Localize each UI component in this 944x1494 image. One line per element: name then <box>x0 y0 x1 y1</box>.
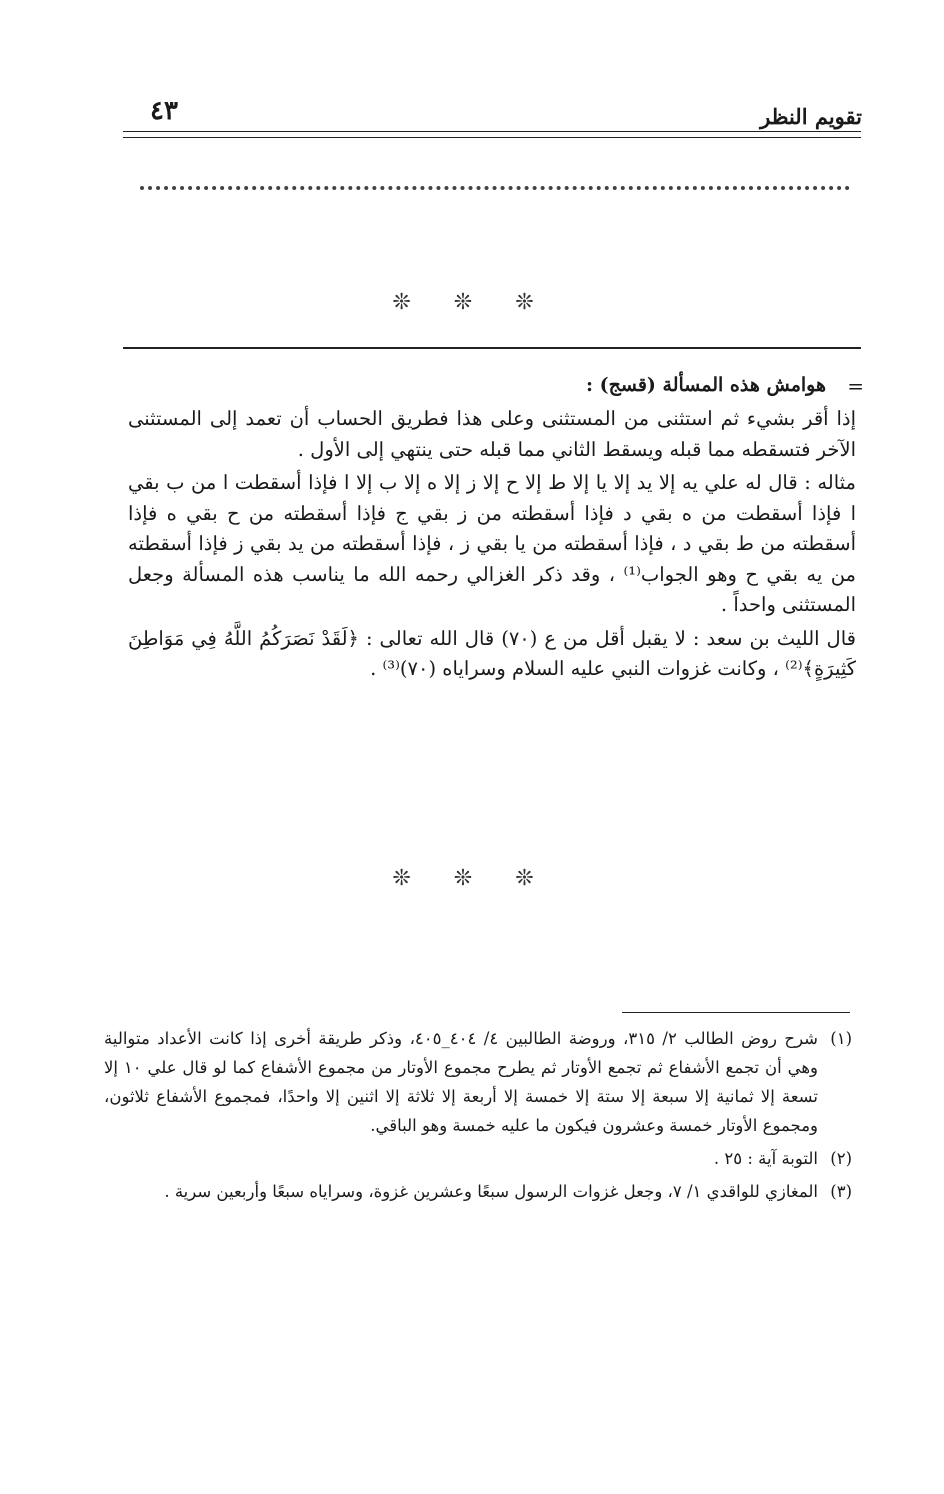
footnote-rule <box>622 1012 850 1013</box>
header-rule-top <box>123 131 861 132</box>
footnote-number: (٣) <box>830 1182 852 1201</box>
footnote-2 <box>104 1144 852 1173</box>
notes-body <box>128 404 856 688</box>
notes-divider <box>123 347 861 349</box>
notes-bullet: = <box>847 374 864 398</box>
footnote-1 <box>104 1024 852 1140</box>
paragraph-1: إذا أقر بشيء ثم استثنى من المستثنى وعلى هذا فطريق الحساب أن تعمد إلى المستثنى الآخر فتسقطه مما قبله ويسقط الثاني مما قبله حتى ينتهي إلى الأول . <box>128 407 856 461</box>
footnotes <box>104 1024 852 1210</box>
footnote-3 <box>104 1177 852 1206</box>
section-separator-bottom: ❊ ❊ ❊ <box>392 866 552 891</box>
paragraph-3: قال الليث بن سعد : لا يقبل أقل من ع (٧٠) قال الله تعالى : ﴿لَقَدْ نَصَرَكُمُ اللَّهُ فِي مَوَاطِنَ كَثِيرَةٍ﴾⁽²⁾ ، وكانت غزوات النبي عليه السلام وسراياه (٧٠)⁽³⁾ . <box>128 626 856 680</box>
header-rule-bottom <box>123 137 861 138</box>
running-header-title: تقويم النظر <box>760 104 862 129</box>
section-separator-top: ❊ ❊ ❊ <box>392 290 552 315</box>
notes-heading: هوامش هذه المسألة (قسج) : <box>586 374 826 396</box>
ellipsis-dots <box>140 186 850 190</box>
footnote-number: (١) <box>830 1029 852 1048</box>
footnote-text: التوبة آية : ٢٥ . <box>713 1149 818 1168</box>
paragraph-2: مثاله : قال له علي يه إلا يد إلا يا إلا ط إلا ح إلا ز إلا ه إلا ب إلا ا فإذا أسقطت ا من ب بقي ا فإذا أسقطت من ه بقي د فإذا أسقطته من ز بقي ج فإذا أسقطته من ح بقي ه فإذا أسقطته من ط بقي د ، فإذا أسقطته من يا بقي ز ، فإذا أسقطته من يد بقي ز فإذا أسقطته من يه بقي ح وهو الجواب⁽¹⁾ ، وقد ذكر الغزالي رحمه الله ما يناسب هذه المسألة وجعل المستثنى واحداً . <box>128 471 857 616</box>
footnote-number: (٢) <box>830 1149 852 1168</box>
page-number: ٤٣ <box>150 96 178 126</box>
footnote-text: شرح روض الطالب ٢/ ٣١٥، وروضة الطالبين ٤/ ٤٠٤_٤٠٥، وذكر طريقة أخرى إذا كانت الأعداد متوالية وهي أن تجمع الأشفاع ثم تجمع الأوتار ثم يطرح مجموع الأوتار من مجموع الأشفاع كما لو قال علي ١٠ إلا تسعة إلا ثمانية إلا سبعة إلا ستة إلا خمسة إلا أربعة إلا ثلاثة إلا اثنين إلا واحدًا، فمجموع الأشفاع ثلاثون، ومجموع الأوتار خمسة وعشرون فيكون ما عليه خمسة وهو الباقي. <box>104 1029 818 1135</box>
footnote-text: المغازي للواقدي ١/ ٧، وجعل غزوات الرسول سبعًا وعشرين غزوة، وسراياه سبعًا وأربعين سرية . <box>164 1182 818 1201</box>
